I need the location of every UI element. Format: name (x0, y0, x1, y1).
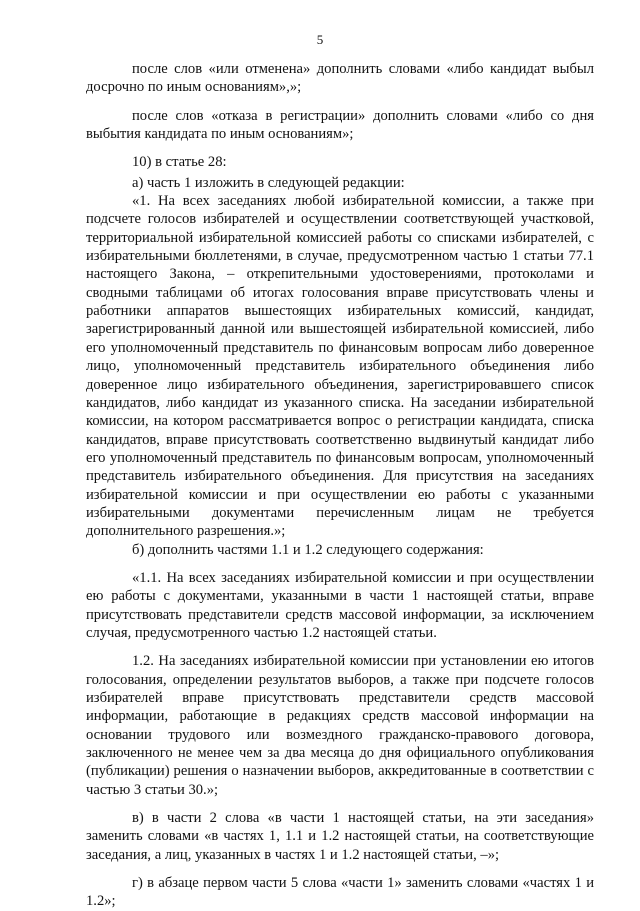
paragraph-10: г) в абзаце первом части 5 слова «части 1» заменить словами «частях 1 и 1.2»; (86, 875, 594, 910)
paragraph-1: после слов «или отменена» дополнить словами «либо кандидат выбыл досрочно по иным основаниям»,»; (86, 61, 594, 96)
document-body (86, 60, 594, 911)
paragraph-4: а) часть 1 изложить в следующей редакции: (132, 174, 405, 191)
page-number: 5 (316, 32, 324, 47)
paragraph-7: «1.1. На всех заседаниях избирательной комиссии и при осуществлении ею работы с документами, указанными в части 1 настоящей статьи, вправе присутствовать представители средств массовой информации, за исключением случая, предусмотренного частью 1.2 настоящей статьи. (86, 569, 594, 641)
paragraph-8: 1.2. На заседаниях избирательной комиссии при установлении ею итогов голосования, определении результатов выборов, а также при подсчете голосов избирателей вправе присутствовать представители средств массовой информации, работающие в редакциях средств массовой информации на основании трудового или возмездного гражданско-правового договора, заключенного не менее чем за два месяца до дня официального опубликования (публикации) решения о назначении выборов, аккредитованные в соответствии с частью 3 статьи 30.»; (86, 653, 594, 798)
paragraph-9: в) в части 2 слова «в части 1 настоящей статьи, на эти заседания» заменить словами «в частях 1, 1.1 и 1.2 настоящей статьи, на соответствующие заседания, а лиц, указанных в частях 1 и 1.2 настоящей статьи, –»; (86, 810, 594, 863)
paragraph-3: 10) в статье 28: (132, 154, 227, 171)
paragraph-5: «1. На всех заседаниях любой избирательной комиссии, а также при подсчете голосов избирателей и осуществлении соответствующей участковой, территориальной избирательной комиссией работы со списками избирателей, с избирательными бюллетенями, в случае, предусмотренном частью 1 статьи 77.1 настоящего Закона, – открепительными удостоверениями, протоколами и сводными таблицами об итогах голосования вправе присутствовать члены и работники аппаратов вышестоящих избирательных комиссий, кандидат, зарегистрированный данной или вышестоящей избирательной комиссией, либо его уполномоченный представитель по финансовым вопросам либо доверенное лицо, уполномоченный представитель избирательного объединения либо доверенное лицо избирательного объединения, зарегистрировавшего список кандидатов, либо кандидат из указанного списка. На заседании избирательной комиссии, на котором рассматривается вопрос о регистрации кандидата, списка кандидатов, вправе присутствовать соответственно выдвинутый кандидат либо его уполномоченный представитель по финансовым вопросам, уполномоченный представитель избирательного объединения. Для присутствия на заседаниях избирательной комиссии и при осуществлении ею работы с указанными избирательными документами перечисленным лицам не требуется дополнительного разрешения.»; (86, 193, 594, 540)
paragraph-6: б) дополнить частями 1.1 и 1.2 следующего содержания: (132, 541, 484, 558)
paragraph-2: после слов «отказа в регистрации» дополнить словами «либо со дня выбытия кандидата по иным основаниям»; (86, 107, 594, 143)
